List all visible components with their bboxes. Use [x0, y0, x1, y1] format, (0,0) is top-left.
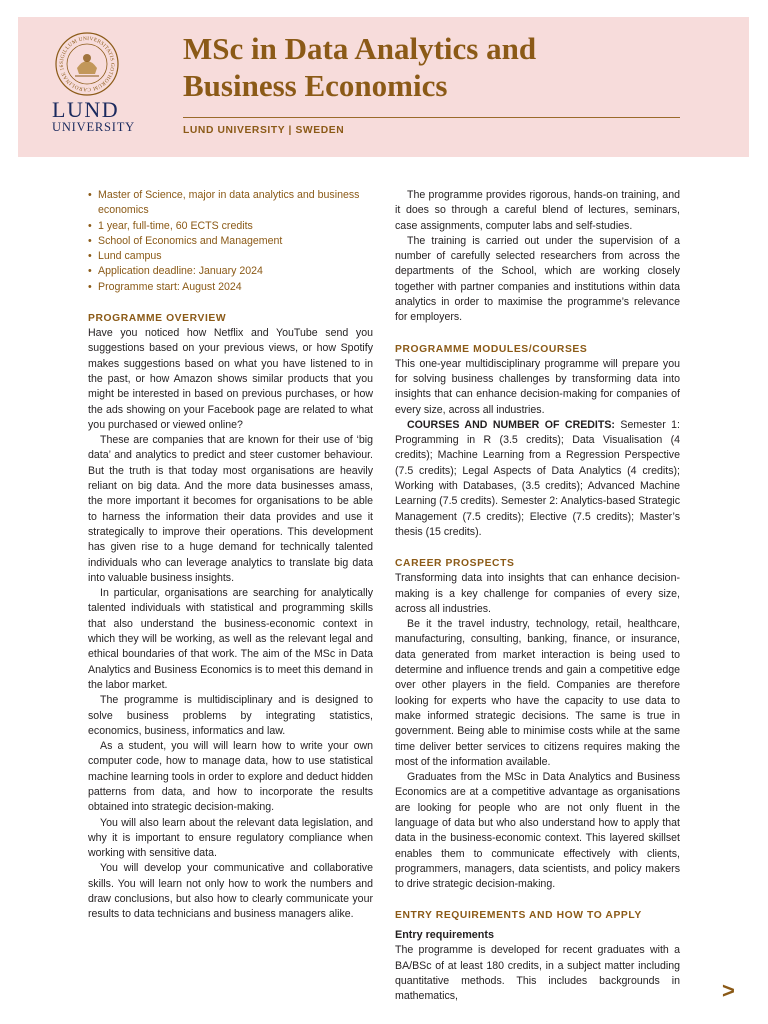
fact-item: • School of Economics and Management [88, 234, 373, 249]
right-column [395, 188, 680, 1005]
entry-heading: ENTRY REQUIREMENTS AND HOW TO APPLY [395, 910, 642, 922]
fact-item: • Application deadline: January 2024 [88, 264, 373, 279]
overview-paragraph: In particular, organisations are searching for analytically talented individuals with statistical and programming skills that also understand the business-economic context in which they will be working, as well as the relevant legal and ethical boundaries of that work. The aim of the MSc in Data Analytics and Business Economics is to meet this demand in the labor market. [88, 587, 373, 691]
courses-label: COURSES AND NUMBER OF CREDITS: [407, 418, 615, 431]
overview-paragraph: Have you noticed how Netflix and YouTube send you suggestions based on your previous views, or how Spotify makes suggestions based on what you have listened to in the past, or how Amazon shows similar products that you might be interested in based on previous purchases, or how the ads showing on your Facebook page are related to what you purchased or viewed online? [88, 327, 373, 431]
university-seal-icon [55, 32, 119, 96]
logo-wordmark: LUND [52, 97, 120, 122]
title-line-2: Business Economics [183, 68, 448, 103]
overview-paragraph: You will develop your communicative and collaborative skills. You will learn not only how to work the numbers and draw conclusions, but also how to clearly communicate your results to data technicians and business managers alike. [88, 862, 373, 921]
next-page-arrow-icon[interactable]: > [722, 978, 735, 1003]
key-facts-list [88, 188, 373, 295]
career-paragraph: Be it the travel industry, technology, retail, healthcare, manufacturing, consulting, banking, finance, or insurance, data generated from market interaction is being used to determine and influence trends and gain a competitive edge over other players in the field. Companies are therefore looking for experts who have the capacity to use data to make informed strategic decisions. The same is true in government. Being able to minimise costs while at the same time deliver better services to citizens requires making the most of the information available. [395, 618, 680, 768]
left-column [88, 188, 373, 923]
title-divider [183, 117, 680, 118]
entry-subheading: Entry requirements [395, 929, 495, 942]
intro-paragraph: The training is carried out under the supervision of a number of carefully selected researchers from across the departments of the School, which are working closely together with partner companies and institutions within data analytics in order to maximise the programme’s relevance for employers. [395, 234, 680, 324]
overview-paragraph: The programme is multidisciplinary and is designed to solve business problems by integrating statistics, economics, business, informatics and law. [88, 694, 373, 737]
logo-subtext: UNIVERSITY [52, 120, 135, 134]
modules-heading: PROGRAMME MODULES/COURSES [395, 343, 588, 355]
fact-item: • Programme start: August 2024 [88, 280, 373, 295]
overview-heading: PROGRAMME OVERVIEW [88, 313, 227, 325]
career-paragraph: Transforming data into insights that can enhance decision-making is a key challenge for companies of every size, across all industries. [395, 572, 680, 615]
page-title [183, 30, 743, 104]
courses-paragraph [395, 418, 680, 540]
svg-text:SIGILLUM UNIVERSITATIS GOTHORU: SIGILLUM UNIVERSITATIS GOTHORUM CAROLINAE 16 [58, 35, 116, 93]
page-subtitle: LUND UNIVERSITY | SWEDEN [183, 125, 345, 136]
overview-paragraph: As a student, you will will learn how to write your own computer code, how to manage data, how to use statistical machine learning tools in order to explore and deduct hidden patterns from data, and how to incorporate the results obtained into strategic decision-making. [88, 740, 373, 814]
career-heading: CAREER PROSPECTS [395, 558, 515, 570]
fact-item: • Lund campus [88, 249, 373, 264]
entry-paragraph: The programme is developed for recent graduates with a BA/BSc of at least 180 credits, in a subject matter including quantitative methods. This includes backgrounds in mathematics, [395, 944, 680, 1003]
overview-paragraph: You will also learn about the relevant data legislation, and why it is important to ensure regulatory compliance when working with sensitive data. [88, 816, 373, 860]
modules-paragraph: This one-year multidisciplinary programme will prepare you for solving business challenges by transforming data into insights that can enhance decision-making for companies of every size, across all industries. [395, 357, 680, 416]
overview-paragraph: These are companies that are known for their use of ‘big data’ and analytics to predict and steer customer behaviour. But the truth is that today most organisations are heavily reliant on big data. And the more data businesses amass, the more important it becomes for organisations to be able to harness the information their data provides and use it strategically to improve their operations. This development has given rise to a huge demand for technically talented individuals who can leverage analytics to translate big data into valuable business insights. [88, 434, 373, 584]
career-paragraph: Graduates from the MSc in Data Analytics and Business Economics are at a competitive advantage as organisations are looking for people who are not only fluent in the language of data but who also understand how to apply that data in the business-economic context. This layered skillset enables them to communicate effectively with clients, programmers, managers, data scientists, and policy makers to drive strategic decision-making. [395, 771, 680, 891]
fact-item: • 1 year, full-time, 60 ECTS credits [88, 219, 373, 234]
title-line-1: MSc in Data Analytics and [183, 31, 537, 66]
intro-paragraph: The programme provides rigorous, hands-on training, and it does so through a careful blend of lectures, seminars, case assignments, computer labs and self-studies. [395, 189, 680, 232]
courses-text: Semester 1: Programming in R (3.5 credits); Data Visualisation (4 credits); Machine Learning from a Regression Perspective (7.5 credits); Legal Aspects of Data Analytics (4 credits); Working with Databases, (3.5 credits); Advanced Machine Learning (7.5 credits). Semester 2: Analytics-based Strategic Management (7.5 credits); Elective (7.5 credits); Master’s thesis (15 credits). [395, 418, 681, 538]
lund-university-logo [52, 32, 135, 134]
fact-item: • Master of Science, major in data analytics and business economics [88, 188, 373, 219]
